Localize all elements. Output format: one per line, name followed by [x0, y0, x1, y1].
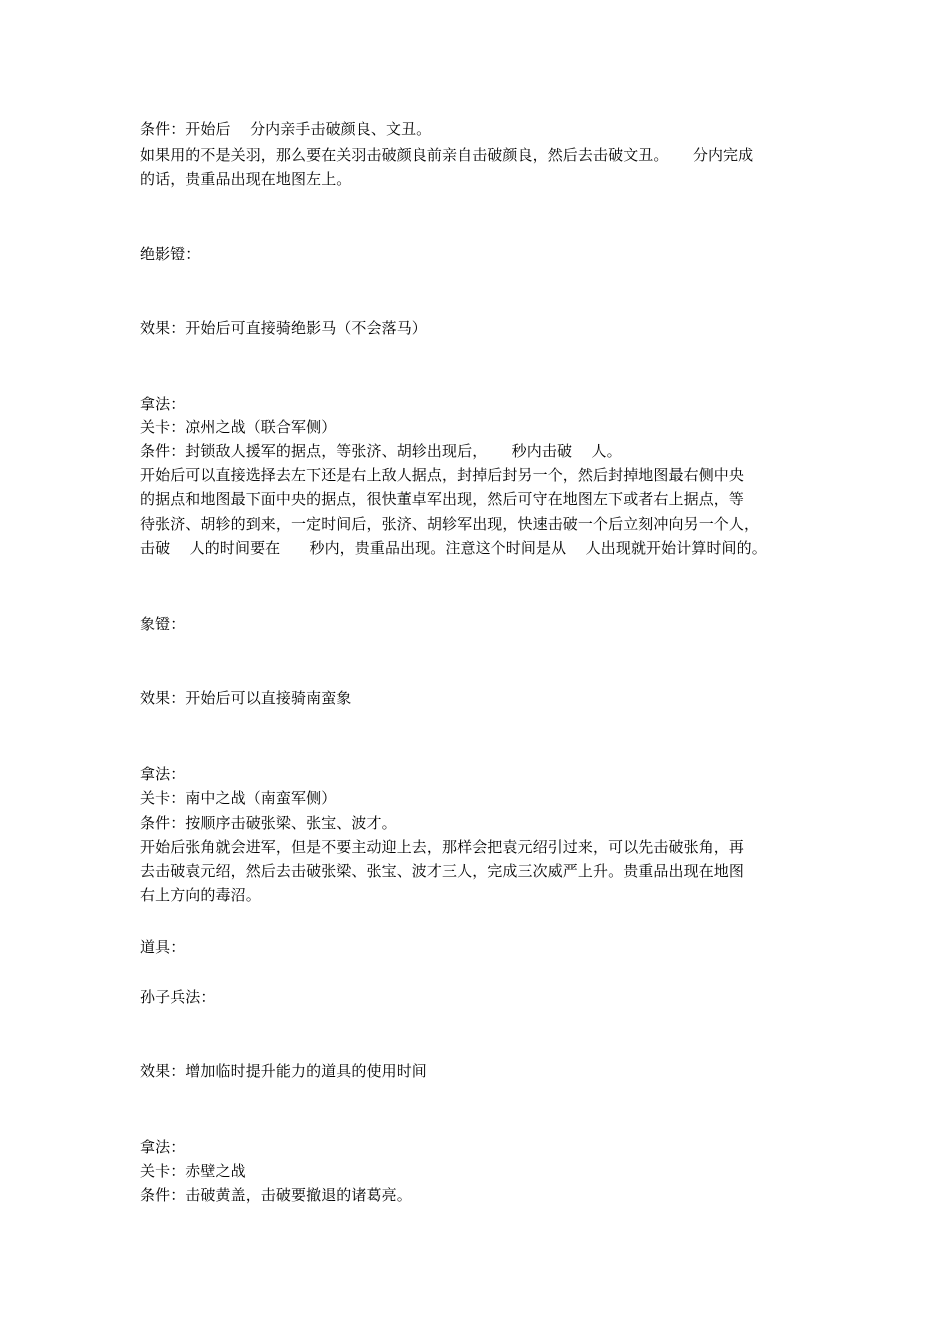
text-line: 拿法：: [140, 765, 186, 783]
text-line: 拿法：: [140, 395, 186, 413]
text-line: 开始后可以直接选择去左下还是右上敌人据点，封掉后封另一个，然后封掉地图最右侧中央: [140, 466, 745, 484]
text-line: 效果：开始后可直接骑绝影马（不会落马）: [140, 319, 427, 337]
text-line: 开始后张角就会进军，但是不要主动迎上去，那样会把袁元绍引过来，可以先击破张角，再: [140, 838, 745, 856]
text-line: 效果：开始后可以直接骑南蛮象: [140, 689, 352, 707]
text-line: 右上方向的毒沼。: [140, 886, 261, 904]
text-line: 待张济、胡轸的到来，一定时间后，张济、胡轸军出现，快速击破一个后立刻冲向另一个人，: [140, 515, 760, 533]
section-heading: 象镫：: [140, 615, 186, 633]
section-heading: 道具：: [140, 938, 186, 956]
text-line: 条件：按顺序击破张梁、张宝、波才。: [140, 814, 397, 832]
text-line: 去击破袁元绍，然后去击破张梁、张宝、波才三人，完成三次威严上升。贵重品出现在地图: [140, 862, 745, 880]
text-line: 条件：开始后 分内亲手击破颜良、文丑。: [140, 120, 432, 138]
text-line: 条件：封锁敌人援军的据点，等张济、胡轸出现后， 秒内击破 人。: [140, 442, 622, 460]
text-line: 的据点和地图最下面中央的据点，很快董卓军出现，然后可守在地图左下或者右上据点，等: [140, 490, 745, 508]
text-line: 条件：击破黄盖，击破要撤退的诸葛亮。: [140, 1186, 412, 1204]
text-line: 关卡：南中之战（南蛮军侧）: [140, 789, 337, 807]
section-heading: 绝影镫：: [140, 245, 201, 263]
text-line: 关卡：赤壁之战: [140, 1162, 246, 1180]
section-heading: 孙子兵法：: [140, 988, 216, 1006]
text-line: 拿法：: [140, 1138, 186, 1156]
text-line: 关卡：凉州之战（联合军侧）: [140, 418, 337, 436]
text-line: 效果：增加临时提升能力的道具的使用时间: [140, 1062, 427, 1080]
text-line: 的话，贵重品出现在地图左上。: [140, 170, 352, 188]
text-line: 击破 人的时间要在 秒内，贵重品出现。注意这个时间是从 人出现就开始计算时间的。: [140, 539, 767, 557]
text-line: 如果用的不是关羽，那么要在关羽击破颜良前亲自击破颜良，然后去击破文丑。 分内完成: [140, 146, 754, 164]
